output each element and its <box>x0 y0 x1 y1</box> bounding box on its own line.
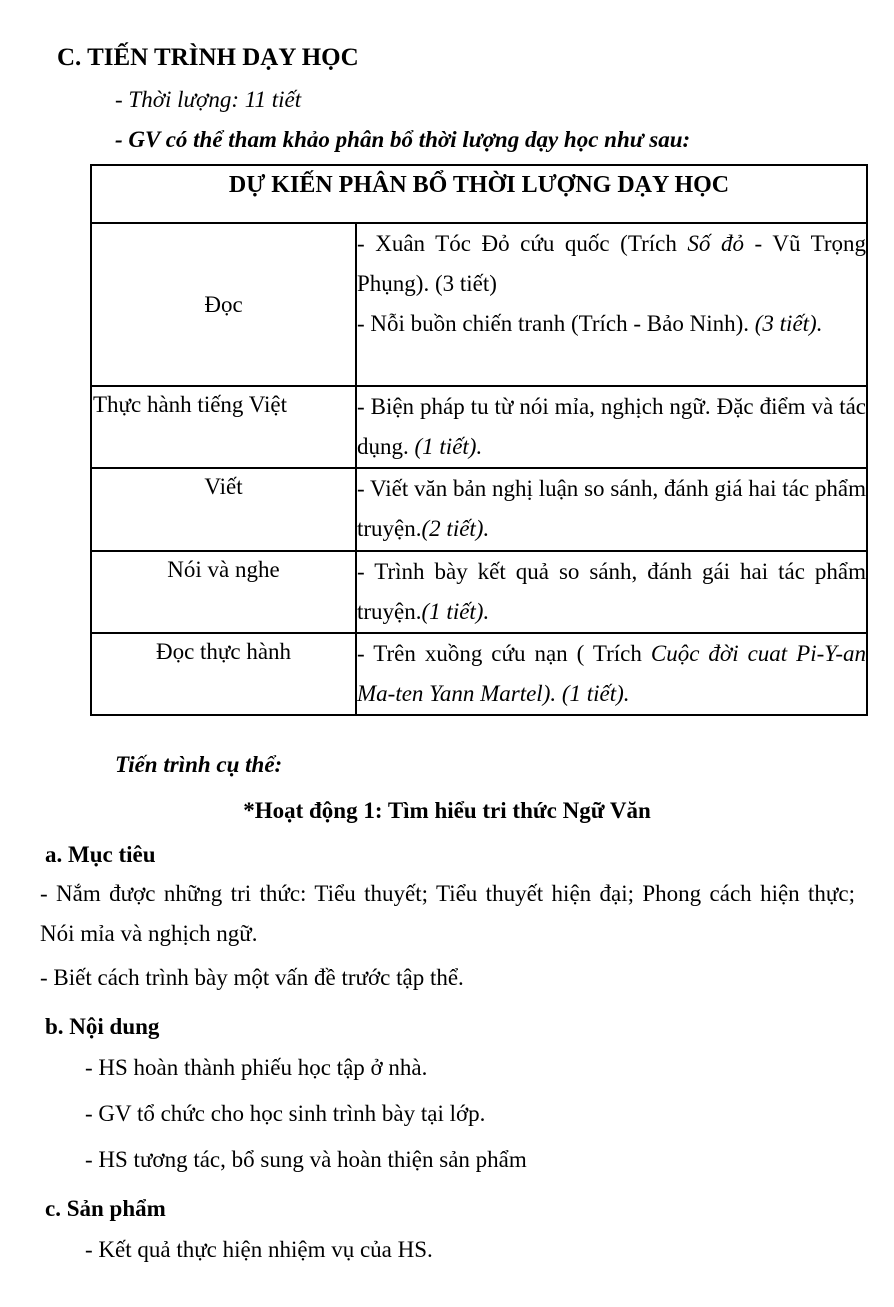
schedule-table-title: DỰ KIẾN PHÂN BỔ THỜI LƯỢNG DẠY HỌC <box>91 165 867 223</box>
schedule-content-paragraph <box>357 469 866 549</box>
schedule-row <box>91 633 867 715</box>
text-segment: (1 tiết). <box>421 599 490 624</box>
activity-1-title: *Hoạt động 1: Tìm hiểu tri thức Ngữ Văn <box>243 798 651 823</box>
schedule-row-content <box>356 633 867 715</box>
schedule-content-paragraph <box>357 304 866 344</box>
text-segment: Cuộc đời cuat Pi-Y-an Ma-ten Yann Martel). (1 tiết). <box>357 641 867 706</box>
text-segment: - Trình bày kết quả so sánh, đánh gái hai tác phẩm truyện. <box>357 559 866 624</box>
text-segment: - Nỗi buồn chiến tranh (Trích - Bảo Ninh). <box>357 311 755 336</box>
schedule-row <box>91 386 867 468</box>
schedule-row-label: Đọc <box>91 223 356 386</box>
schedule-row-label: Nói và nghe <box>91 551 356 633</box>
text-segment: Số đỏ <box>687 231 744 256</box>
schedule-row-label: Đọc thực hành <box>91 633 356 715</box>
text-segment: - Viết văn bản nghị luận so sánh, đánh giá hai tác phẩm truyện. <box>357 476 866 541</box>
schedule-content-paragraph <box>357 224 866 304</box>
section-paragraph: - Kết quả thực hiện nhiệm vụ của HS. <box>85 1237 433 1262</box>
schedule-table-header-row <box>91 165 867 223</box>
schedule-content-paragraph <box>357 387 866 467</box>
section-heading-b: b. Nội dung <box>45 1014 160 1039</box>
section-paragraph: - Biết cách trình bày một vấn đề trước tập thể. <box>40 965 464 990</box>
text-segment: (3 tiết). <box>754 311 823 336</box>
schedule-content-paragraph <box>357 552 866 632</box>
document-heading: C. TIẾN TRÌNH DẠY HỌC <box>57 44 359 71</box>
schedule-row <box>91 468 867 551</box>
schedule-row <box>91 223 867 386</box>
schedule-row <box>91 551 867 633</box>
text-segment: (1 tiết). <box>414 434 483 459</box>
schedule-row-content <box>356 468 867 551</box>
section-paragraph: - GV tổ chức cho học sinh trình bày tại lớp. <box>85 1101 486 1126</box>
schedule-row-content <box>356 386 867 468</box>
text-segment: (2 tiết). <box>421 516 490 541</box>
schedule-row-label: Viết <box>91 468 356 551</box>
outline-sections <box>0 840 894 1270</box>
text-segment: - Biện pháp tu từ nói mỉa, nghịch ngữ. Đặc điểm và tác dụng. <box>357 394 866 459</box>
section-paragraph: - HS hoàn thành phiếu học tập ở nhà. <box>85 1055 428 1080</box>
intro-line: - GV có thể tham khảo phân bổ thời lượng dạy học như sau: <box>115 127 691 152</box>
schedule-content-paragraph <box>357 634 866 714</box>
schedule-row-label: Thực hành tiếng Việt <box>91 386 356 468</box>
tien-trinh-label: Tiến trình cụ thể: <box>115 752 283 777</box>
schedule-table <box>90 164 868 716</box>
text-segment: - Vũ Trọng Phụng). (3 tiết) <box>357 231 866 296</box>
section-heading-c: c. Sản phẩm <box>45 1196 166 1221</box>
section-paragraph: - HS tương tác, bổ sung và hoàn thiện sản phẩm <box>85 1147 527 1172</box>
section-paragraph: - Nắm được những tri thức: Tiểu thuyết; Tiểu thuyết hiện đại; Phong cách hiện thực; Nói mỉa và nghịch ngữ. <box>40 881 855 946</box>
schedule-row-content <box>356 551 867 633</box>
duration-line: - Thời lượng: 11 tiết <box>115 87 302 112</box>
text-segment: - Trên xuồng cứu nạn ( Trích <box>357 641 651 666</box>
section-heading-a: a. Mục tiêu <box>45 842 156 867</box>
text-segment: - Xuân Tóc Đỏ cứu quốc (Trích <box>357 231 688 256</box>
schedule-row-content <box>356 223 867 386</box>
